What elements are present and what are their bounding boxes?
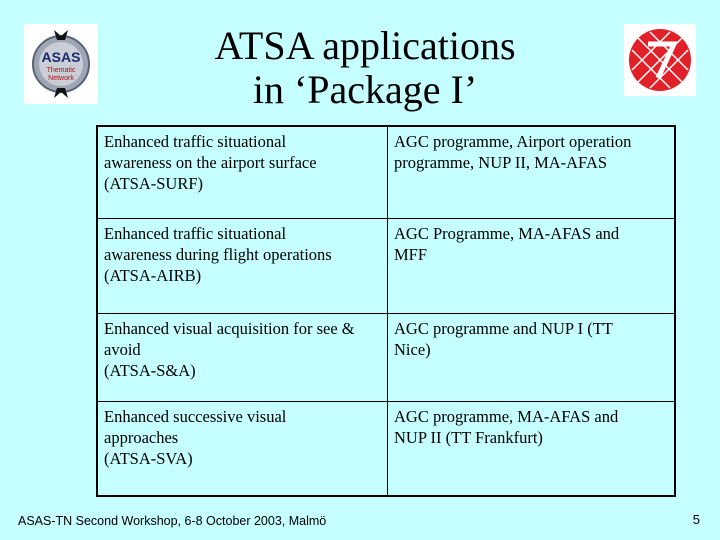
- eurocontrol-logo: [624, 24, 696, 96]
- asas-logo-text: ASAS: [41, 49, 81, 65]
- asas-logo-subtext-2: Network: [48, 75, 74, 82]
- table-row: [97, 219, 675, 314]
- table-row: [97, 314, 675, 402]
- slide-title-line-1: ATSA applications: [214, 23, 516, 68]
- table-row: [97, 126, 675, 219]
- programmes-cell: AGC programme, MA-AFAS and NUP II (TT Frankfurt): [388, 402, 676, 497]
- applications-table: [96, 125, 676, 497]
- application-cell: Enhanced traffic situational awareness during flight operations (ATSA-AIRB): [97, 219, 388, 314]
- programmes-cell: AGC programme, Airport operation programme, NUP II, MA-AFAS: [388, 126, 676, 219]
- page-number: 5: [692, 512, 700, 527]
- application-cell: Enhanced visual acquisition for see & avoid (ATSA-S&A): [97, 314, 388, 402]
- slide-footer: ASAS-TN Second Workshop, 6-8 October 2003, Malmö: [18, 514, 327, 528]
- slide-title-line-2: in ‘Package I’: [252, 67, 478, 112]
- asas-logo-subtext-1: Thematic: [46, 67, 76, 74]
- application-cell: Enhanced traffic situational awareness on the airport surface (ATSA-SURF): [97, 126, 388, 219]
- programmes-cell: AGC programme and NUP I (TT Nice): [388, 314, 676, 402]
- programmes-cell: AGC Programme, MA-AFAS and MFF: [388, 219, 676, 314]
- slide-title: [160, 24, 570, 112]
- table-row: [97, 402, 675, 497]
- eurocontrol-logo-icon: [624, 24, 696, 96]
- asas-logo-icon: [24, 24, 98, 104]
- application-cell: Enhanced successive visual approaches (ATSA-SVA): [97, 402, 388, 497]
- asas-logo: [24, 24, 98, 104]
